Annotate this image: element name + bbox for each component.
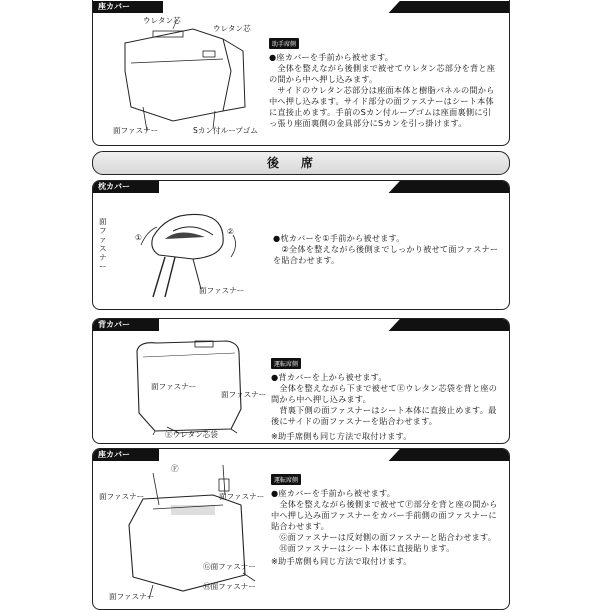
seat-cover-note: ※助手席側も同じ方法で取付けます。 (271, 556, 412, 566)
passenger-side-tag: 助手席側 (269, 38, 299, 49)
label-urethane-b: ウレタン芯 (213, 24, 251, 33)
header-stripe-decoration (369, 319, 509, 331)
label-fastener-left: 面ファスナー (151, 382, 197, 391)
label-fastener-h: Ⓗ面ファスナー (203, 582, 256, 591)
label-surface-fastener: 面ファスナー (113, 126, 159, 135)
label-surface-fastener: 面ファスナー (199, 286, 245, 295)
back-panel-header: 背カバー (93, 319, 159, 331)
back-cover-panel (92, 318, 510, 444)
top-panel-instructions: ●座カバーを手前から被せます。 全体を整えながら後側まで被せてウレタン芯部分を背と座の間から中へ押し込みます。 サイドのウレタン芯部分は座面本体と樹脂パネルの間から中へ押し込みます。サイド部分の面ファスナーはシート本体に直接止めます。手前のSカン付ループゴムは座面裏側に引っ張り座面裏側の金具部分にSカンを引っ掛けます。 (269, 52, 496, 128)
top-panel-header: 座カバー (93, 1, 163, 13)
top-seat-cover-panel (92, 0, 510, 146)
label-fastener-a: 面ファスナー (99, 492, 145, 501)
label-mark-f: Ⓕ (171, 464, 179, 473)
header-stripe-decoration (369, 181, 509, 193)
headrest-illustration (113, 197, 273, 307)
seat-cover-panel (92, 448, 510, 610)
header-stripe-decoration (369, 449, 509, 461)
label-fastener-vertical: 面ファスナー (99, 217, 107, 271)
back-cover-instructions: ●背カバーを上から被せます。 全体を整えながら下まで被せてⒺウレタン芯袋を背と座の間から中へ押し込みます。 背裏下側の面ファスナーはシート本体に直接止めます。最後にサイドの面ファスナーを貼合わせます。 (271, 372, 498, 426)
label-s-hook: Sカン付ループゴム (193, 126, 258, 135)
label-fastener-g: Ⓖ面ファスナー (203, 562, 256, 571)
label-fastener-c: 面ファスナー (109, 592, 155, 601)
driver-side-tag: 運転席側 (271, 474, 301, 485)
label-fastener-right: 面ファスナー (221, 390, 267, 399)
seat-bottom-illustration (113, 465, 283, 605)
seat-cover-instructions: ●座カバーを手前から被せます。 全体を整えながら後側まで被せてⒻ部分を背と座の間から中へ押し込み面ファスナーをカバー手前側の面ファスナーに貼合わせます。 Ⓖ面ファスナーは反対側の面ファスナーと貼合わせます。 Ⓗ面ファスナーはシート本体に直接貼ります。 (271, 488, 498, 553)
label-urethane-a: ウレタン芯 (143, 16, 181, 25)
label-urethane-bag: Ⓔウレタン芯袋 (165, 430, 218, 439)
driver-side-tag: 運転席側 (271, 358, 301, 369)
back-cover-note: ※助手席側も同じ方法で取付けます。 (271, 431, 412, 441)
step-1-marker: ① (135, 233, 142, 242)
seat-panel-header: 座カバー (93, 449, 159, 461)
header-stripe-decoration (369, 1, 509, 13)
label-fastener-b: 面ファスナー (219, 492, 265, 501)
headrest-instructions: ●枕カバーを①手前から被せます。 ②全体を整えながら後側までしっかり被せて面ファスナーを貼合わせます。 (273, 233, 499, 265)
step-2-marker: ② (227, 227, 234, 236)
rear-seat-section-title: 後席 (92, 151, 510, 175)
headrest-panel-header: 枕カバー (93, 181, 159, 193)
headrest-cover-panel (92, 180, 510, 310)
